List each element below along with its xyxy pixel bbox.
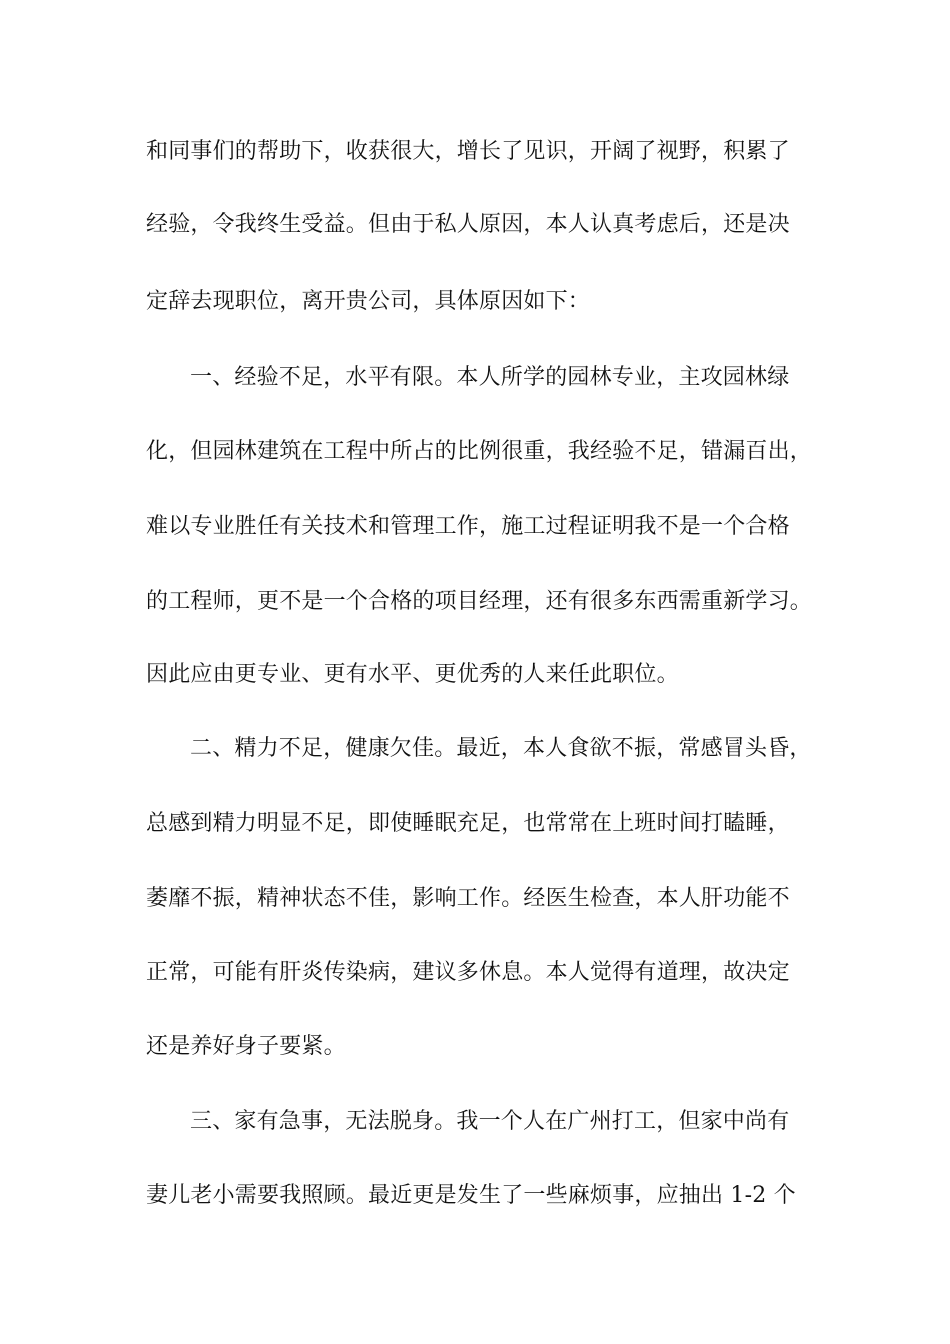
text-line: 还是养好身子要紧。: [146, 1034, 346, 1059]
text-line: 难以专业胜任有关技术和管理工作，施工过程证明我不是一个合格: [146, 514, 790, 539]
text-line: 因此应由更专业、更有水平、更优秀的人来任此职位。: [146, 662, 679, 687]
text-line: 总感到精力明显不足，即使睡眠充足，也常常在上班时间打瞌睡，: [146, 811, 790, 836]
text-line: 和同事们的帮助下，收获很大，增长了见识，开阔了视野，积累了: [146, 139, 790, 164]
text-line: 妻儿老小需要我照顾。最近更是发生了一些麻烦事，应抽出 1-2 个: [146, 1183, 796, 1208]
text-line: 经验，令我终生受益。但由于私人原因，本人认真考虑后，还是决: [146, 212, 790, 237]
paragraph-start-line: 二、精力不足，健康欠佳。最近，本人食欲不振，常感冒头昏，: [190, 736, 812, 761]
text-line: 化，但园林建筑在工程中所占的比例很重，我经验不足，错漏百出，: [146, 439, 813, 464]
text-line: 定辞去现职位，离开贵公司，具体原因如下：: [146, 289, 591, 314]
text-line: 正常，可能有肝炎传染病，建议多休息。本人觉得有道理，故决定: [146, 960, 790, 985]
text-line: 萎靡不振，精神状态不佳，影响工作。经医生检查，本人肝功能不: [146, 886, 790, 911]
paragraph-start-line: 一、经验不足，水平有限。本人所学的园林专业，主攻园林绿: [190, 365, 790, 390]
text-line: 的工程师，更不是一个合格的项目经理，还有很多东西需重新学习。: [146, 589, 813, 614]
paragraph-start-line: 三、家有急事，无法脱身。我一个人在广州打工，但家中尚有: [190, 1109, 790, 1134]
